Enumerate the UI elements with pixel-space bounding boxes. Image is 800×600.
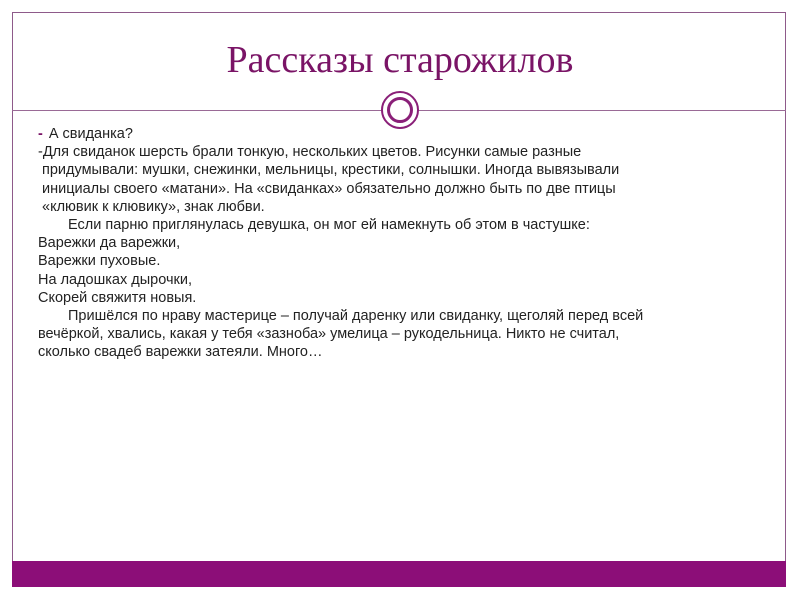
- paragraph-1-line-1: -Для свиданок шерсть брали тонкую, нескольких цветов. Рисунки самые разные: [38, 144, 582, 161]
- verse-line-3: На ладошках дырочки,: [38, 271, 192, 288]
- question-line: [38, 125, 718, 143]
- verse-line-2: Варежки пуховые.: [38, 253, 161, 270]
- dash-bullet: -: [38, 126, 43, 142]
- paragraph-3-line-2: вечёркой, хвались, какая у тебя «зазноба» умелица – рукодельница. Никто не считал,: [38, 326, 620, 343]
- paragraph-3-line-3: сколько свадеб варежки затеяли. Много…: [38, 344, 323, 361]
- paragraph-1-line-2: придумывали: мушки, снежинки, мельницы, крестики, солнышки. Иногда вывязывали: [42, 162, 620, 179]
- paragraph-2: Если парню приглянулась девушка, он мог ей намекнуть об этом в частушке:: [68, 217, 590, 234]
- question-text: А свиданка?: [48, 126, 133, 142]
- circle-ornament-icon: [381, 91, 419, 129]
- verse-line-4: Скорей свяжитя новыя.: [38, 289, 197, 306]
- slide-body: [38, 125, 718, 362]
- paragraph-3-line-1: Пришёлся по нраву мастерице – получай даренку или свиданку, щеголяй перед всей: [68, 308, 644, 325]
- paragraph-1-line-4: «клювик к клювику», знак любви.: [42, 198, 265, 215]
- circle-ornament-inner: [387, 97, 413, 123]
- bottom-accent-bar: [12, 561, 786, 587]
- paragraph-1-line-3: инициалы своего «матани». На «свиданках» обязательно должно быть по две птицы: [42, 180, 616, 197]
- verse-line-1: Варежки да варежки,: [38, 235, 181, 252]
- slide-title: Рассказы старожилов: [226, 39, 574, 81]
